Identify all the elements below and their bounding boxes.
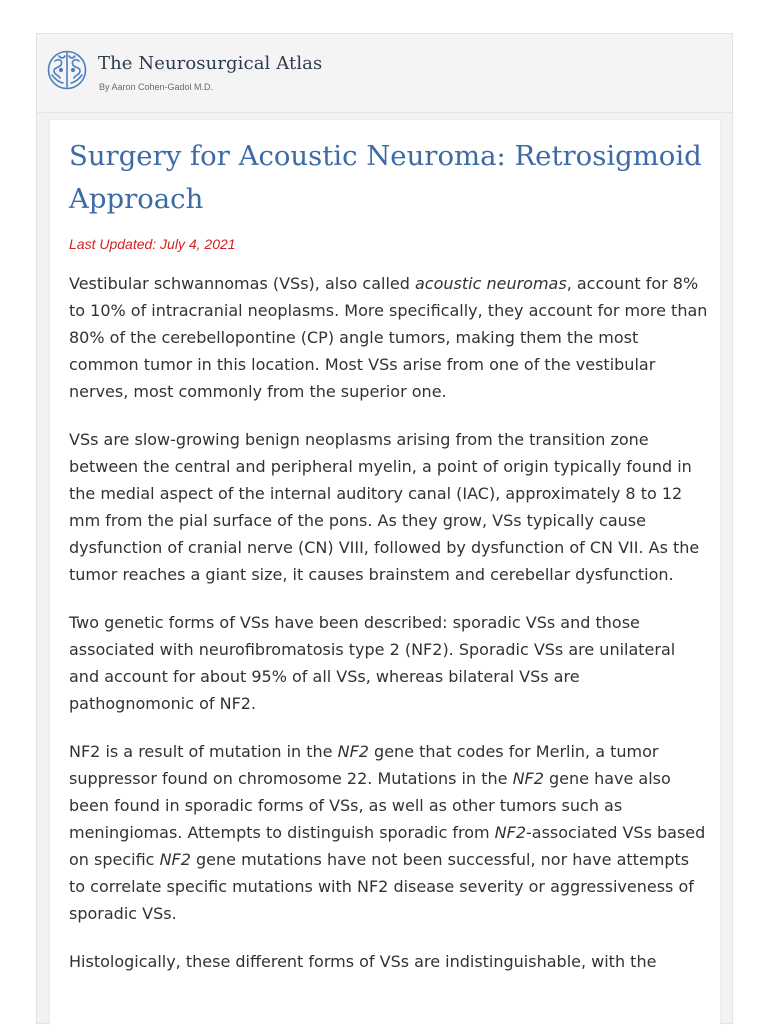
site-title[interactable]: The Neurosurgical Atlas	[98, 53, 323, 74]
paragraph	[69, 738, 709, 927]
paragraph	[69, 948, 709, 975]
paragraph-text: VSs are slow-growing benign neoplasms arising from the transition zone between the central and peripheral myelin, a point of origin typically found in the medial aspect of the internal auditory canal (IAC), approximately 8 to 12 mm from the pial surface of the pons. As they grow, VSs typically cause dysfunction of cranial nerve (CN) VIII, followed by dysfunction of CN VII. As the tumor reaches a giant size, it causes brainstem and cerebellar dysfunction.	[69, 430, 700, 584]
paragraph	[69, 426, 709, 588]
paragraph-text: -associated VSs based on specific	[69, 823, 706, 869]
paragraph-text: Vestibular schwannomas (VSs), also called	[69, 274, 415, 293]
article-card	[50, 120, 720, 1025]
paragraph-text: , account for 8% to 10% of intracranial neoplasms. More specifically, they account for more than 80% of the cerebellopontine (CP) angle tumors, making them the most common tumor in this location. Most VSs arise from one of the vestibular nerves, most commonly from the superior one.	[69, 274, 708, 401]
site-byline: By Aaron Cohen-Gadol M.D.	[99, 82, 214, 92]
paragraph-text: Two genetic forms of VSs have been described: sporadic VSs and those associated with neurofibromatosis type 2 (NF2). Sporadic VSs are unilateral and account for about 95% of all VSs, whereas bilateral VSs are pathognomonic of NF2.	[69, 613, 676, 713]
italic-term: NF2	[512, 769, 544, 788]
article-title: Surgery for Acoustic Neuroma: Retrosigmoid Approach	[69, 140, 702, 215]
italic-term: acoustic neuromas	[415, 274, 567, 293]
italic-term: NF2	[159, 850, 191, 869]
paragraph	[69, 270, 709, 405]
paragraph	[69, 609, 709, 717]
site-header	[37, 34, 732, 113]
paragraph-text: gene have also been found in sporadic forms of VSs, as well as other tumors such as meningiomas. Attempts to distinguish sporadic from	[69, 769, 671, 842]
article-content	[69, 120, 709, 975]
italic-term: NF2	[337, 742, 369, 761]
brain-icon[interactable]	[46, 49, 88, 91]
italic-term: NF2	[494, 823, 527, 842]
paragraph-text: Histologically, these different forms of VSs are indistinguishable, with the	[69, 952, 657, 971]
paragraph-text: gene that codes for Merlin, a tumor suppressor found on chromosome 22. Mutations in the	[69, 742, 659, 788]
paragraph-text: NF2 is a result of mutation in the	[69, 742, 338, 761]
last-updated: Last Updated: July 4, 2021	[69, 236, 236, 252]
paragraph-text: gene mutations have not been successful, nor have attempts to correlate specific mutations with NF2 disease severity or aggressiveness of sporadic VSs.	[69, 850, 694, 923]
page-frame	[36, 33, 733, 1024]
